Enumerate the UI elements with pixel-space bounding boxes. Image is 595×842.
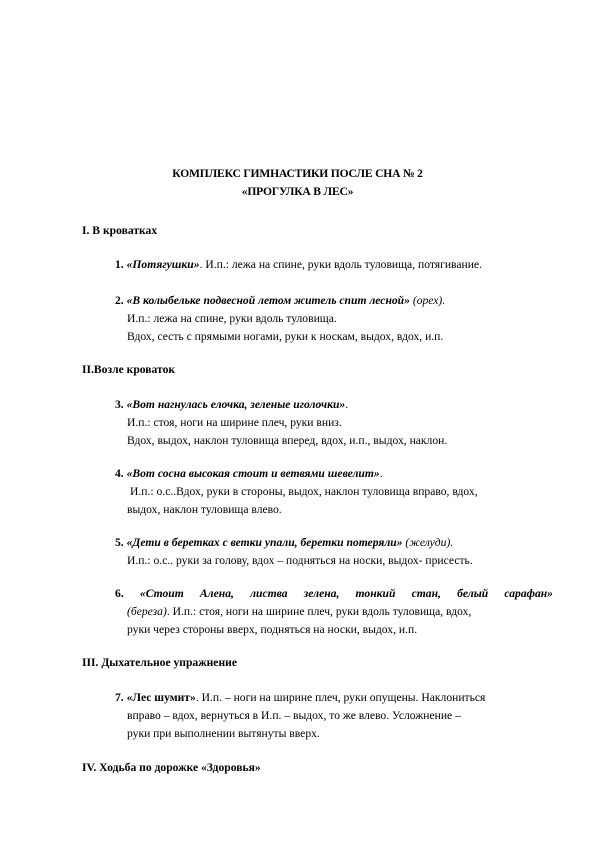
item-number: 5.	[115, 536, 124, 549]
exercise-item-6	[115, 585, 553, 639]
exercise-answer: (желуди).	[402, 536, 454, 549]
exercise-name: «Дети в беретках с ветки упали, беретки потеряли»	[126, 536, 403, 549]
exercise-item-7	[115, 689, 553, 743]
exercise-line: И.п.: о.с..Вдох, руки в стороны, выдох, наклон туловища вправо, вдох,	[130, 485, 478, 498]
document-title-line-2: «ПРОГУЛКА В ЛЕС»	[241, 185, 354, 198]
exercise-item-4	[115, 465, 553, 519]
item-number: 6.	[115, 587, 124, 600]
exercise-name: «Вот сосна высокая стоит и ветвями шевелит»	[126, 467, 380, 480]
exercise-line: руки через стороны вверх, подняться на носки, выдох, и.п.	[127, 623, 418, 636]
exercise-line: И.п.: лежа на спине, руки вдоль туловища.	[127, 312, 337, 325]
exercise-line: И.п.: стоя, ноги на ширине плеч, руки вниз.	[127, 416, 342, 429]
exercise-name: «Лес шумит»	[126, 691, 196, 704]
section-heading-3: III. Дыхательное упражнение	[82, 656, 237, 669]
exercise-line: руки при выполнении вытянуты вверх.	[127, 727, 320, 740]
exercise-text: .	[379, 467, 383, 480]
exercise-line: Вдох, выдох, наклон туловища вперед, вдох, и.п., выдох, наклон.	[127, 434, 448, 447]
section-heading-2: II.Возле кроваток	[82, 363, 176, 376]
exercise-name: «Потягушки»	[126, 258, 200, 271]
exercise-text: . И.п.: лежа на спине, руки вдоль туловища, потягивание.	[199, 258, 482, 271]
exercise-line: вправо – вдох, вернуться в И.п. – выдох, то же влево. Усложнение –	[127, 709, 461, 722]
exercise-item-3	[115, 396, 553, 450]
exercise-text: . И.п. – ноги на ширине плеч, руки опущены. Наклониться	[195, 691, 486, 704]
exercise-text: .	[345, 398, 349, 411]
exercise-item-5	[115, 534, 553, 570]
exercise-line: выдох, наклон туловища влево.	[127, 503, 282, 516]
item-number: 2.	[115, 294, 124, 307]
item-number: 7.	[115, 691, 124, 704]
exercise-item-2	[115, 292, 553, 346]
exercise-line: И.п.: о.с.. руки за голову, вдох – подняться на носки, выдох- присесть.	[127, 554, 473, 567]
exercise-answer: (береза)	[127, 605, 167, 618]
exercise-name: «Стоит Алена, листва зелена, тонкий стан, белый сарафан»	[139, 587, 553, 600]
item-number: 4.	[115, 467, 124, 480]
exercise-item-1	[115, 256, 553, 274]
exercise-name: «В колыбельке подвесной летом житель спит лесной»	[126, 294, 410, 307]
item-number: 3.	[115, 398, 124, 411]
section-heading-1: I. В кроватках	[82, 224, 158, 237]
item-number: 1.	[115, 258, 124, 271]
exercise-name: «Вот нагнулась елочка, зеленые иголочки»	[126, 398, 346, 411]
section-heading-4: IV. Ходьба по дорожке «Здоровья»	[82, 761, 261, 774]
exercise-line: Вдох, сесть с прямыми ногами, руки к носкам, выдох, вдох, и.п.	[127, 330, 444, 343]
exercise-text: . И.п.: стоя, ноги на ширине плеч, руки вдоль туловища, вдох,	[166, 605, 472, 618]
exercise-answer: (орех).	[409, 294, 446, 307]
document-title-line-1: КОМПЛЕКС ГИМНАСТИКИ ПОСЛЕ СНА № 2	[172, 167, 423, 180]
